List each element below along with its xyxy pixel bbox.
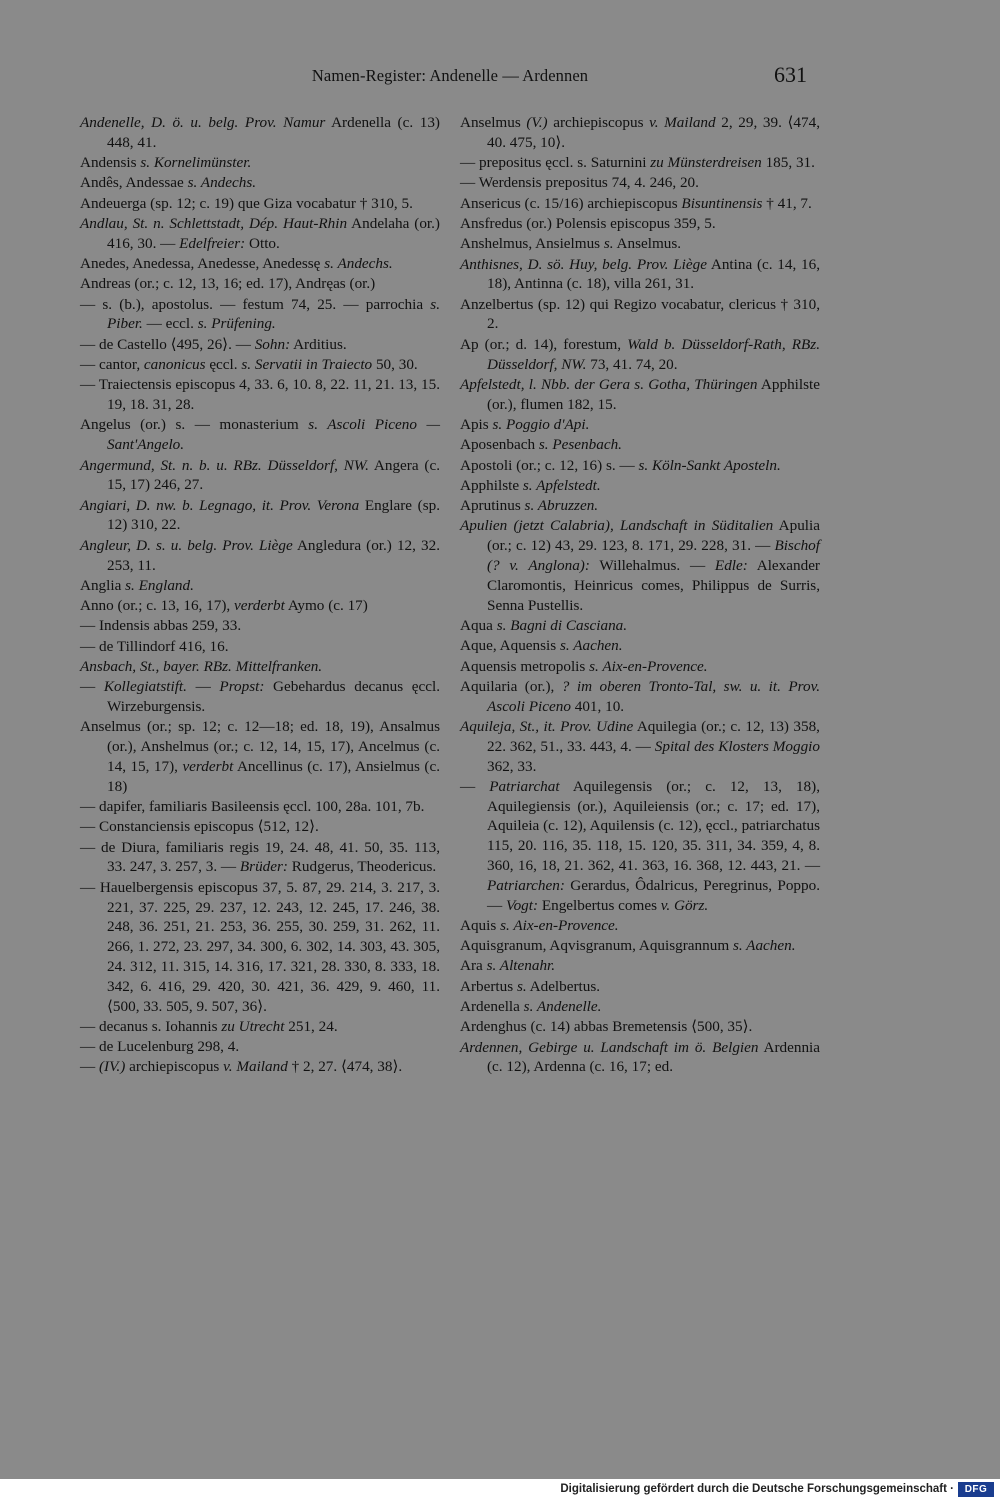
index-entry: — cantor, canonicus ęccl. s. Servatii in Traiecto 50, 30. (80, 356, 418, 374)
index-entry: — Patriarchat Aquilegensis (or.; c. 12, 13, 18), Aquilegiensis (or.), Aquileiensis (or.; c. 17; ed. 17), Aquileia (c. 12), Aquilensis (c. 12), ęccl., patriarchatus 115, 20. 116, 35. 118, 15. 120, 35. 311, 34. 359, 4, 8. 360, 16, 18, 21. 362, 41. 363, 16. 368, 12. 443, 21. — Patriarchen: Gerardus, Ôdalricus, Peregrinus, Poppo. — Vogt: Engelbertus comes v. Görz. (460, 777, 821, 914)
index-entry: Ansbach, St., bayer. RBz. Mittelfranken. (80, 658, 323, 676)
index-entry: Andeuerga (sp. 12; c. 19) que Giza vocabatur † 310, 5. (80, 194, 413, 212)
index-entry: Aquileja, St., it. Prov. Udine Aquilegia (or.; c. 12, 13) 358, 22. 362, 51., 33. 443, 4. — Spital des Klosters Moggio 362, 33. (460, 717, 820, 775)
index-entry: Andreas (or.; c. 12, 13, 16; ed. 17), Andręas (or.) (80, 275, 376, 293)
index-entry: Aquisgranum, Aqvisgranum, Aquisgrannum s. Aachen. (460, 937, 796, 955)
index-entry: — s. (b.), apostolus. — festum 74, 25. — parrochia s. Piber. — eccl. s. Prüfening. (80, 295, 440, 333)
page-number: 631 (774, 62, 807, 87)
index-entry: Aprutinus s. Abruzzen. (460, 497, 599, 515)
index-entry: Angermund, St. n. b. u. RBz. Düsseldorf, NW. Angera (c. 15, 17) 246, 27. (80, 456, 440, 494)
index-entry: Apfelstedt, l. Nbb. der Gera s. Gotha, Thüringen Apphilste (or.), flumen 182, 15. (460, 375, 820, 413)
index-entry: Ap (or.; d. 14), forestum, Wald b. Düsseldorf-Rath, RBz. Düsseldorf, NW. 73, 41. 74, 20. (460, 335, 821, 373)
index-entry: Aque, Aquensis s. Aachen. (460, 637, 623, 655)
index-entry: Apphilste s. Apfelstedt. (460, 476, 601, 494)
index-entry: Ara s. Altenahr. (460, 957, 556, 975)
index-entry: — de Lucelenburg 298, 4. (80, 1038, 240, 1056)
index-entry: Angleur, D. s. u. belg. Prov. Liège Angledura (or.) 12, 32. 253, 11. (80, 536, 441, 574)
index-entry: Andês, Andessae s. Andechs. (80, 174, 257, 192)
index-entry: Ardenella s. Andenelle. (460, 998, 602, 1016)
index-entry: — de Tillindorf 416, 16. (80, 637, 229, 655)
index-entry: Ardenghus (c. 14) abbas Bremetensis ⟨500, 35⟩. (460, 1018, 753, 1036)
funding-notice: Digitalisierung gefördert durch die Deutsche Forschungsgemeinschaft · (560, 1483, 954, 1495)
index-entry: Aquilaria (or.), ? im oberen Tronto-Tal, sw. u. it. Prov. Ascoli Piceno 401, 10. (460, 677, 820, 715)
index-entry: Apostoli (or.; c. 12, 16) s. — s. Köln-Sankt Aposteln. (460, 456, 781, 474)
index-entry: Andensis s. Kornelimünster. (80, 154, 252, 172)
index-entry: Aqua s. Bagni di Casciana. (460, 616, 628, 634)
index-entry: Anglia s. England. (80, 576, 194, 594)
index-entry: — Werdensis prepositus 74, 4. 246, 20. (460, 174, 699, 192)
index-entry: Anno (or.; c. 13, 16, 17), verderbt Aymo (c. 17) (80, 597, 368, 615)
index-entry: Anselmus (or.; sp. 12; c. 12—18; ed. 18, 19), Ansalmus (or.), Anshelmus (or.; c. 12, 14, 15, 17), Ancelmus (c. 14, 15, 17), verderbt Ancellinus (c. 17), Ansielmus (c. 18) (80, 718, 441, 795)
running-header (0, 62, 1000, 96)
index-entry: Aquis s. Aix-en-Provence. (460, 916, 619, 934)
index-entry: Andlau, St. n. Schlettstadt, Dép. Haut-Rhin Andelaha (or.) 416, 30. — Edelfreier: Otto. (80, 214, 440, 252)
index-entry: — (IV.) archiepiscopus v. Mailand † 2, 27. ⟨474, 38⟩. (80, 1058, 403, 1076)
index-entry: Anedes, Anedessa, Anedesse, Anedessę s. Andechs. (80, 255, 393, 273)
index-entry: Aquensis metropolis s. Aix-en-Provence. (460, 657, 708, 675)
funding-footer (0, 1479, 1000, 1501)
dfg-logo: DFG (958, 1482, 994, 1497)
index-entry: Anselmus (V.) archiepiscopus v. Mailand 2, 29, 39. ⟨474, 40. 475, 10⟩. (460, 114, 820, 151)
index-entry: Arbertus s. Adelbertus. (460, 977, 601, 995)
running-title: Namen-Register: Andenelle — Ardennen (311, 66, 589, 85)
index-entry: — de Diura, familiaris regis 19, 24. 48, 41. 50, 35. 113, 33. 247, 3. 257, 3. — Brüder: Rudgerus, Theodericus. (80, 838, 440, 876)
index-entry: — Kollegiatstift. — Propst: Gebehardus decanus ęccl. Wirzeburgensis. (80, 678, 441, 716)
index-entry: Apulien (jetzt Calabria), Landschaft in Süditalien Apulia (or.; c. 12) 43, 29. 123, 8. 171, 29. 228, 31. — Bischof (? v. Anglona): Willehalmus. — Edle: Alexander Claromontis, Heinricus comes, Philippus de Surris, Senna Pustellis. (460, 517, 820, 614)
index-entry: — Indensis abbas 259, 33. (80, 617, 242, 635)
index-entry: Ansfredus (or.) Polensis episcopus 359, 5. (460, 214, 716, 232)
index-entry: Angiari, D. nw. b. Legnago, it. Prov. Verona Englare (sp. 12) 310, 22. (80, 496, 440, 534)
index-entry: — prepositus ęccl. s. Saturnini zu Münsterdreisen 185, 31. (460, 154, 815, 172)
index-entry: Anshelmus, Ansielmus s. Anselmus. (460, 235, 682, 253)
index-entry: — Traiectensis episcopus 4, 33. 6, 10. 8, 22. 11, 21. 13, 15. 19, 18. 31, 28. (80, 376, 440, 414)
index-entry: Apis s. Poggio d'Api. (460, 415, 590, 433)
index-entry: Aposenbach s. Pesenbach. (460, 436, 622, 454)
index-entry: — Hauelbergensis episcopus 37, 5. 87, 29. 214, 3. 217, 3. 221, 37. 225, 29. 237, 12. 243, 12. 245, 17. 246, 38. 248, 36. 251, 21. 253, 36. 255, 30. 259, 31. 262, 11. 266, 1. 272, 23. 297, 34. 300, 6. 302, 14. 303, 43. 305, 24. 312, 11. 315, 14. 316, 17. 321, 28. 330, 8. 333, 18. 342, 6. 416, 29. 420, 30. 421, 36. 429, 9. 460, 11. ⟨500, 33. 505, 9. 507, 36⟩. (80, 878, 440, 1015)
index-entry: — dapifer, familiaris Basileensis ęccl. 100, 28a. 101, 7b. (80, 798, 425, 816)
right-column (460, 113, 820, 1078)
index-entry: Anzelbertus (sp. 12) qui Regizo vocabatur, clericus † 310, 2. (460, 295, 820, 333)
index-entry: Andenelle, D. ö. u. belg. Prov. Namur Ardenella (c. 13) 448, 41. (80, 114, 440, 151)
index-entry: Ardennen, Gebirge u. Landschaft im ö. Belgien Ardennia (c. 12), Ardenna (c. 16, 17; ed. (460, 1038, 821, 1076)
index-entry: — de Castello ⟨495, 26⟩. — Sohn: Arditius. (80, 335, 347, 353)
index-entry: Angelus (or.) s. — monasterium s. Ascoli Piceno — Sant'Angelo. (80, 416, 440, 454)
left-column (80, 113, 440, 1078)
index-entry: — decanus s. Iohannis zu Utrecht 251, 24. (80, 1017, 338, 1035)
index-entry: Ansericus (c. 15/16) archiepiscopus Bisuntinensis † 41, 7. (460, 194, 812, 212)
index-entry: — Constanciensis episcopus ⟨512, 12⟩. (80, 818, 319, 836)
index-entry: Anthisnes, D. sö. Huy, belg. Prov. Liège Antina (c. 14, 16, 18), Antinna (c. 18), villa 261, 31. (460, 255, 821, 293)
